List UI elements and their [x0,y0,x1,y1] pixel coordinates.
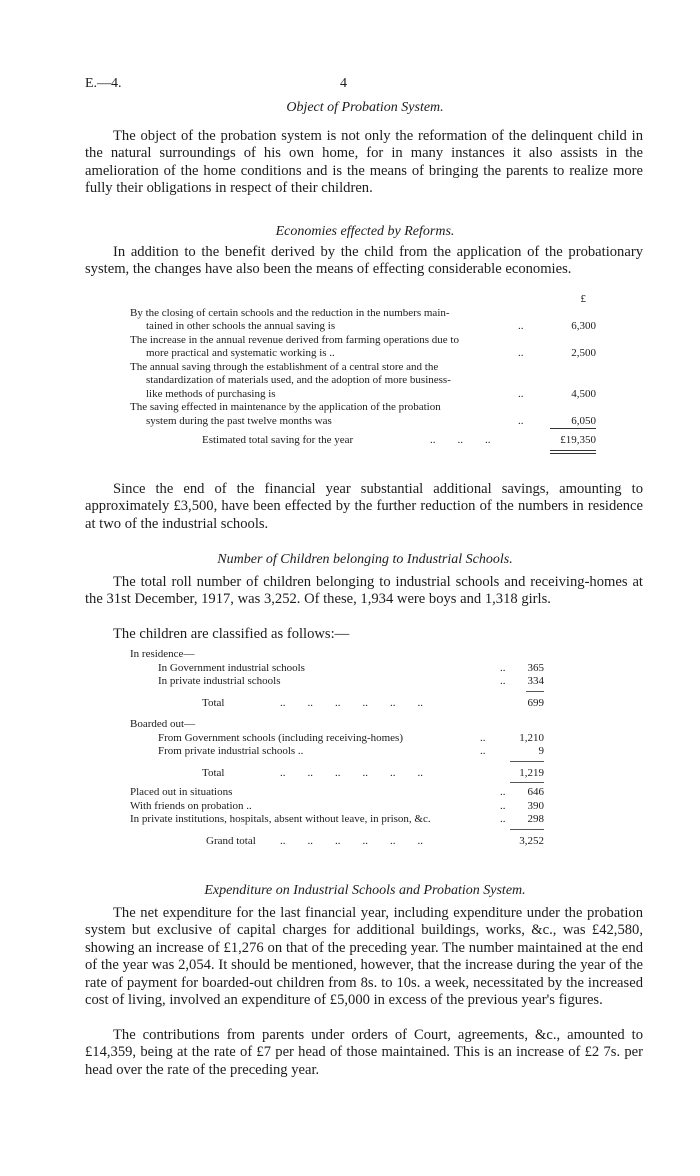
paragraph-economies: In addition to the benefit derived by the child from the application of the probationary system, the changes have also been the means of effecting considerable economies. [85,244,643,278]
other-row-value: 298 [527,813,544,825]
economies-item-line [130,361,596,375]
other-row-label: With friends on probation .. [130,799,252,812]
economies-item-line-label: By the closing of certain schools and the reduction in the numbers main- [130,306,450,319]
paragraph-expenditure-1: The net expenditure for the last financial year, including expenditure under the probation system but exclusive of capital charges for additional buildings, works, &c., was £42,580, showing an increase of £1,276 on that of the preceding year. The number maintained at the end of the year was 2,054. It should be mentioned, however, that the increase during the year of the rate of payment for boarded-out children from 8s. to 10s. a week, necessitated by the increased cost of living, involved an expenditure of £5,000 in excess of the previous year's figures. [85,905,643,1009]
other-row-label: Placed out in situations [130,786,233,798]
boarded-total-label: Total [202,766,225,779]
leader-dots: .. [500,675,506,687]
grand-rule [510,829,544,830]
residence-total-value: 699 [527,696,544,709]
page-number: 4 [340,76,347,91]
economies-item-line-value: 2,500 [571,347,596,359]
economies-item-line-label: The annual saving through the establishment of a central store and the [130,360,439,373]
leader-dots: .. [518,320,524,332]
economies-total-label: Estimated total saving for the year [202,434,354,446]
children-table [130,648,544,848]
economies-item-line-label: The saving effected in maintenance by the application of the probation [130,401,441,413]
section-heading-children: Number of Children belonging to Industrial Schools. [217,552,513,567]
residence-row [130,662,544,676]
leader-dots: .. .. .. [430,434,491,446]
leader-dots: .. .. .. .. .. .. [280,834,423,847]
economies-item-line [130,307,596,321]
residence-label: In residence— [130,648,195,660]
economies-item-line-value: 4,500 [571,387,596,400]
boarded-label: Boarded out— [130,718,196,730]
paragraph-children: The total roll number of children belonging to industrial schools and receiving-homes at the 31st December, 1917, was 3,252. Of these, 1,934 were boys and 1,318 girls. [85,574,643,608]
grand-total-label: Grand total [206,834,256,847]
residence-label-row [130,648,544,662]
economies-item-line-value: 6,300 [571,320,596,332]
section-heading-economies: Economies effected by Reforms. [275,224,455,239]
economies-item-line-label: standardization of materials used, and the adoption of more business- [146,374,451,386]
leader-dots: .. [500,786,506,798]
residence-total-label: Total [202,696,225,709]
economies-item-line [130,320,596,334]
economies-total-row [130,434,596,448]
economies-item-line-label: tained in other schools the annual saving is [146,320,336,332]
other-row [130,800,544,814]
boarded-rows [130,732,544,759]
boarded-row [130,745,544,759]
boarded-total-rule [510,782,544,783]
boarded-label-row [130,718,544,732]
paragraph-additional-savings: Since the end of the financial year substantial additional savings, amounting to approximately £3,500, have been effected by the further reduction of the numbers in residence at two of the industrial schools. [85,481,643,532]
boarded-total-value: 1,219 [519,766,544,779]
leader-dots: .. [500,799,506,812]
economies-item-line [130,415,596,429]
economies-item-line [130,388,596,402]
grand-total-value: 3,252 [519,834,544,847]
residence-rows [130,662,544,689]
residence-row-value: 334 [527,675,544,687]
classified-intro: The children are classified as follows:— [113,626,350,642]
economies-item-line [130,401,596,415]
leader-dots: .. .. .. .. .. .. [280,766,423,779]
currency-symbol: £ [580,293,586,305]
residence-rule [526,691,544,692]
residence-row-label: In private industrial schools [158,675,281,687]
economies-item-line-label: The increase in the annual revenue derived from farming operations due to [130,333,459,346]
leader-dots: .. [500,661,506,674]
paragraph-expenditure-2: The contributions from parents under orders of Court, agreements, &c., amounted to £14,359, being at the rate of £7 per head of those maintained. This is an increase of £2 7s. per head over the rate of the preceding year. [85,1027,643,1078]
economies-items [130,307,596,429]
subtotal-rule [550,428,596,429]
economies-item-line-label: like methods of purchasing is [146,387,276,400]
other-row-value: 390 [527,799,544,812]
leader-dots: .. [480,731,486,744]
paragraph-object: The object of the probation system is not only the reformation of the delinquent child in the natural surroundings of his own home, for in many instances it also assists in the amelioration of the home conditions and is the means of bringing the parents to realize more fully their obligations in respect of their children. [85,128,643,197]
other-row [130,786,544,800]
economies-item-line [130,374,596,388]
residence-row [130,675,544,689]
leader-dots: .. [480,745,486,757]
currency-header-row [130,293,596,307]
other-row [130,813,544,827]
economies-item-line-label: more practical and systematic working is .. [146,347,335,359]
residence-row-label: In Government industrial schools [158,661,305,674]
leader-dots: .. [518,414,524,427]
economies-item-line-value: 6,050 [571,414,596,427]
economies-table [130,293,596,448]
leader-dots: .. [518,387,524,400]
other-row-value: 646 [527,786,544,798]
leader-dots: .. .. .. .. .. .. [280,696,423,709]
boarded-rule [510,761,544,762]
leader-dots: .. [500,813,506,825]
boarded-total-row [130,767,544,781]
total-double-rule [550,450,596,454]
section-heading-expenditure: Expenditure on Industrial Schools and Probation System. [204,883,526,898]
boarded-row-value: 1,210 [519,731,544,744]
economies-item-line [130,347,596,361]
economies-item-line [130,334,596,348]
boarded-row-label: From Government schools (including receiving-homes) [158,731,404,744]
residence-row-value: 365 [527,661,544,674]
section-heading-object: Object of Probation System. [286,100,444,115]
leader-dots: .. [518,347,524,359]
boarded-row-value: 9 [538,745,544,757]
boarded-row [130,732,544,746]
residence-total-row [130,697,544,711]
economies-total-value: £19,350 [560,434,596,446]
other-row-label: In private institutions, hospitals, absent without leave, in prison, &c. [130,813,431,825]
other-rows [130,786,544,827]
boarded-row-label: From private industrial schools .. [158,745,304,757]
grand-total-row [130,835,544,849]
economies-item-line-label: system during the past twelve months was [146,414,332,427]
document-reference: E.—4. [85,76,122,91]
